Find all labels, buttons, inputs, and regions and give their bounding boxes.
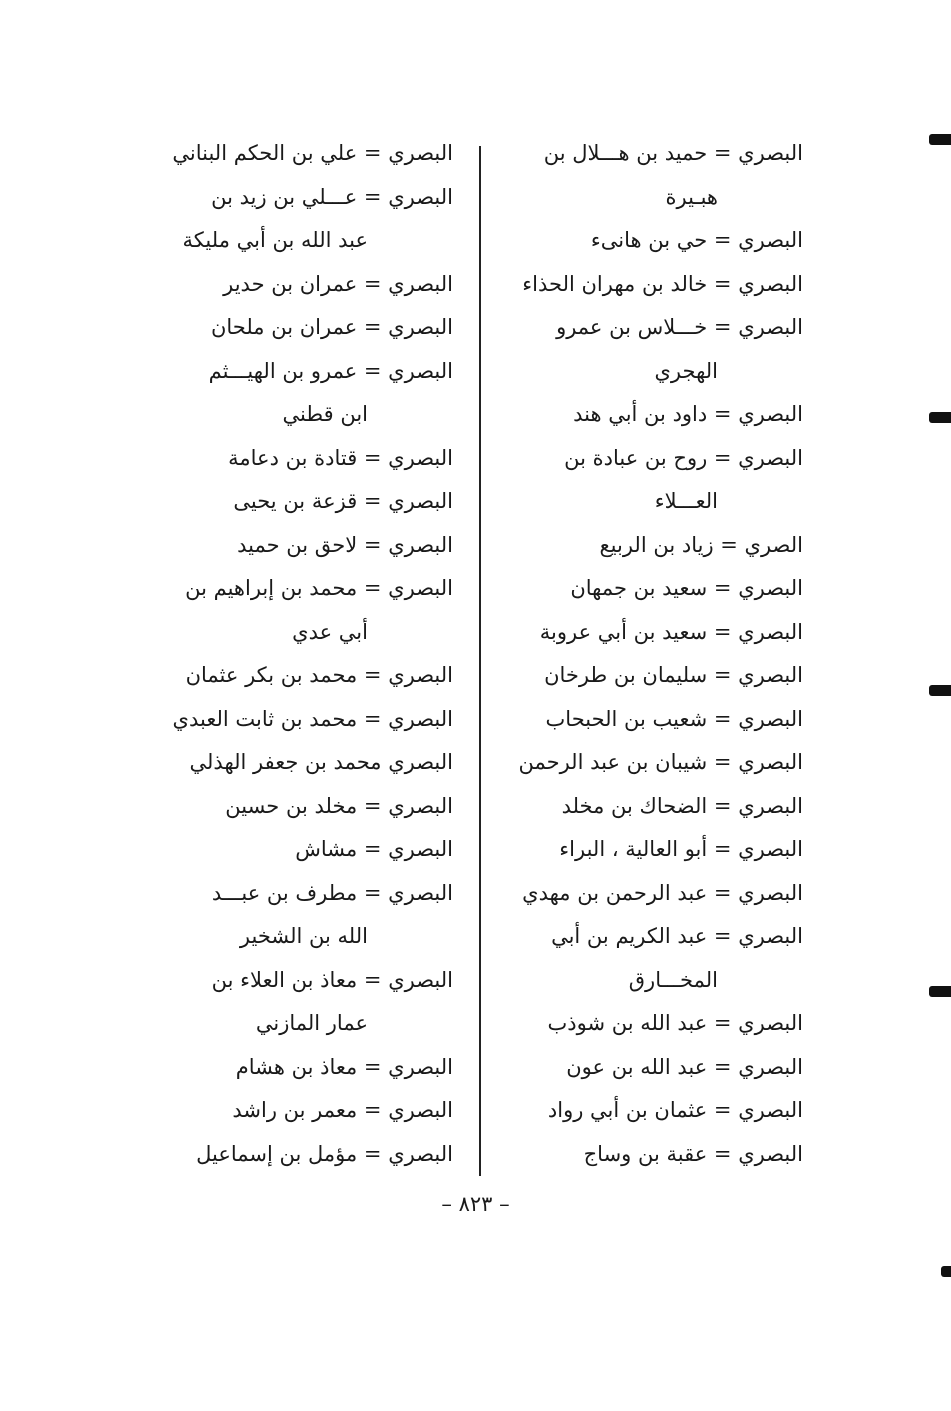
entry-line: البصري = داود بن أبي هند [573, 402, 803, 426]
entry-line: البصري = مخلد بن حسين [225, 793, 453, 818]
entry-line: البصري = روح بن عبادة بن [564, 445, 803, 470]
entry-continuation: المخـــارق [628, 967, 718, 992]
entry-continuation: أبي عدي [292, 619, 368, 644]
entry-line: البصري = سعيد بن أبي عروبة [539, 619, 803, 644]
entry-line: البصري = معاذ بن العلاء بن [211, 967, 453, 992]
entry-continuation: عمار المازني [255, 1011, 368, 1035]
edge-mark [941, 1266, 951, 1277]
edge-mark [929, 134, 951, 145]
edge-mark [929, 685, 951, 696]
entry-line: البصري = مؤمل بن إسماعيل [196, 1141, 453, 1166]
edge-mark [929, 986, 951, 997]
entry-line: البصري = علي بن الحكم البناني [172, 141, 453, 165]
entry-line: البصري = قتادة بن دعامة [228, 445, 453, 470]
right-column [503, 132, 803, 1176]
entry-line: الصري = زياد بن الربيع [599, 532, 803, 557]
entry-line: البصري = سعيد بن جمهان [570, 576, 803, 600]
entry-line: البصري = معمر بن راشد [232, 1098, 453, 1122]
entry-line: البصري = عـــلي بن زيد بن [211, 184, 453, 209]
entry-line: البصري = عبد الكريم بن أبي [551, 924, 803, 948]
entry-line: البصري = عبد الله بن عون [566, 1054, 803, 1079]
entry-line: البصري = حميد بن هـــلال بن [543, 141, 803, 165]
entry-continuation: ابن قطني [282, 402, 368, 426]
entry-line: البصري = شعيب بن الحبحاب [545, 706, 803, 731]
entry-line: البصري = محمد بن ثابت العبدي [172, 706, 453, 731]
entry-line: البصري = عمران بن حدير [223, 271, 453, 296]
entry-line: البصري = قزعة بن يحيى [233, 489, 453, 513]
entry-line: البصري = لاحق بن حميد [237, 532, 453, 557]
entry-continuation: الهجري [654, 358, 718, 383]
entry-line: البصري = أبو العالية ، البراء [559, 837, 803, 861]
entry-line: البصري = خـــلاس بن عمرو [556, 315, 803, 339]
entry-line: البصري = عمرو بن الهيـــثم [208, 358, 453, 383]
entry-line: البصري = محمد بن إبراهيم بن [185, 576, 453, 600]
entry-line: البصري = محمد بن بكر عثمان [185, 663, 453, 687]
entry-line: البصري = عقبة بن وساج [583, 1141, 803, 1166]
entry-line: البصري = خالد بن مهران الحذاء [522, 271, 803, 296]
entry-line: البصري = سليمان بن طرخان [544, 663, 803, 687]
entry-line: البصري = عثمان بن أبي رواد [547, 1098, 803, 1122]
entry-line: البصري = حي بن هانىء [590, 228, 803, 252]
entry-line: البصري محمد بن جعفر الهذلي [189, 750, 453, 774]
entry-continuation: عبد الله بن أبي مليكة [182, 228, 368, 252]
entry-line: البصري = عبد الرحمن بن مهدي [522, 880, 803, 905]
entry-continuation: العـــلاء [654, 489, 718, 513]
entry-continuation: الله بن الشخير [239, 924, 368, 948]
column-divider [479, 146, 481, 1176]
entry-line: البصري = مشاش [295, 837, 453, 861]
entry-line: البصري = الضحاك بن مخلد [561, 793, 803, 818]
entry-line: البصري = شيبان بن عبد الرحمن [518, 750, 803, 774]
left-column [153, 132, 453, 1176]
edge-mark [929, 412, 951, 423]
entry-continuation: هبـيرة [665, 184, 718, 209]
page-number: – ٨٢٣ – [441, 1192, 510, 1216]
entry-line: البصري = عبد الله بن شوذب [547, 1011, 803, 1035]
entry-line: البصري = مطرف بن عبـــد [211, 880, 453, 905]
entry-line: البصري = معاذ بن هشام [235, 1054, 453, 1079]
entry-line: البصري = عمران بن ملحان [210, 315, 453, 339]
